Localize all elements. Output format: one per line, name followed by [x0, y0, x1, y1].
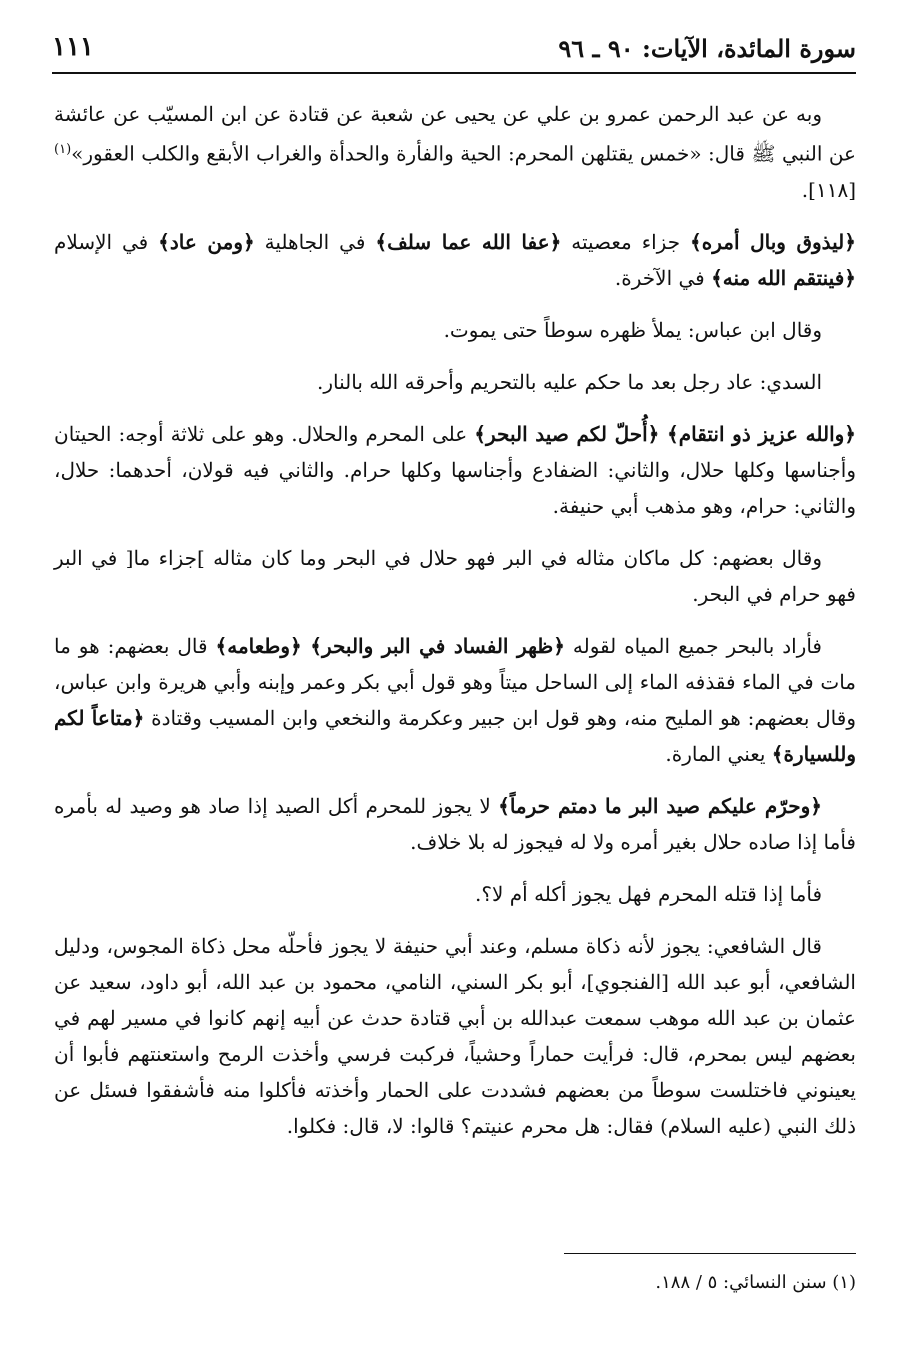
- verse-quote: ﴿فينتقم الله منه﴾: [711, 265, 856, 290]
- paragraph-shafii: قال الشافعي: يجوز لأنه ذكاة مسلم، وعند أبي حنيفة لا يجوز فأحلّه محل ذكاة المجوس، ودليل الشافعي، أبو عبد الله [الفنجوي]، أبو بكر السني، النامي، محمود بن عبد الله، أبو داود، سعيد عن عثمان بن عبد الله موهب سمعت عبدالله بن أبي قتادة حدث عن أبيه إنهم كانوا في مسير لهم في بعضهم ليس بمحرم، قال: فرأيت حماراً وحشياً، فركبت فرسي وأخذت الرمح واستعنتهم فأبوا أن يعينوني فاختلست سوطاً من بعضهم فشددت على الحمار وأخذته فأكلوا منه فأشفقوا فسئل عن ذلك النبي (عليه السلام) فقال: هل محرم عنيتم؟ قالوا: لا، قال: فكلوا.: [54, 933, 856, 1138]
- commentary-text: قال بعضهم: هو ما مات في الماء فقذفه الماء إلى الساحل ميتاً وهو قول أبي بكر وعمر وإبنه وأبي هريرة وابن عباس، وقال بعضهم: هو المليح منه، وهو قول ابن جبير وعكرمة والنخعي وابن المسيب وقتادة: [54, 633, 856, 730]
- verse-quote: ﴿وحرّم عليكم صيد البر ما دمتم حرماً﴾: [498, 793, 822, 818]
- paragraph-verse-commentary-2: [54, 416, 856, 524]
- footnote-divider: [564, 1253, 856, 1254]
- body-text: [54, 96, 856, 1160]
- verse-quote: ﴿ظهر الفساد في البر والبحر﴾: [310, 633, 565, 658]
- commentary-text: جزاء معصيته: [561, 229, 691, 254]
- verse-quote: ﴿والله عزيز ذو انتقام﴾: [667, 421, 857, 446]
- paragraph-verse-commentary-4: [54, 788, 856, 860]
- page-header: [52, 28, 856, 74]
- footnote-marker: (١): [832, 1272, 856, 1293]
- verse-quote: ﴿متاعاً لكم وللسيارة﴾: [54, 705, 856, 766]
- paragraph-suddi: السدي: عاد رجل بعد ما حكم عليه بالتحريم وأحرقه الله بالنار.: [316, 369, 822, 394]
- commentary-text: فأراد بالبحر جميع المياه لقوله: [564, 633, 822, 658]
- paragraph-ibn-abbas: وقال ابن عباس: يملأ ظهره سوطاً حتى يموت.: [443, 317, 822, 342]
- paragraph-hadith: [54, 96, 856, 208]
- hadith-text: وبه عن عبد الرحمن عمرو بن علي عن يحيى عن شعبة عن قتادة عن ابن المسيّب عن عائشة عن النبي ﷺ قال: «خمس يقتلهن المحرم: الحية والفأرة والحدأة والغراب الأبقع والكلب العقور»: [54, 102, 856, 166]
- commentary-text: في الآخرة.: [614, 265, 712, 290]
- verse-quote: ﴿ومن عاد﴾: [158, 229, 255, 254]
- footnote-text: سنن النسائي: ٥ / ١٨٨.: [655, 1272, 827, 1293]
- paragraph-question: فأما إذا قتله المحرم فهل يجوز أكله أم لا؟.: [475, 881, 822, 906]
- paragraph-verse-commentary-3: [54, 628, 856, 772]
- running-title: سورة المائدة، الآيات: ٩٠ ـ ٩٦: [558, 34, 856, 63]
- page-number: ١١١: [52, 32, 94, 62]
- commentary-text: لا يجوز للمحرم أكل الصيد إذا صاد هو وصيد له بأمره فأما إذا صاده حلال بغير أمره ولا له فيجوز له بلا خلاف.: [54, 793, 856, 854]
- commentary-text: يعني المارة.: [665, 741, 772, 766]
- paragraph-some-said: وقال بعضهم: كل ماكان مثاله في البر فهو حلال في البحر وما كان مثاله ]جزاء ما[ في البر فهو حرام في البحر.: [54, 545, 856, 606]
- verse-quote: ﴿ليذوق وبال أمره﴾: [690, 229, 856, 254]
- commentary-text: على المحرم والحلال. وهو على ثلاثة أوجه: الحيتان وأجناسها وكلها حلال، والثاني: الضفادع وأجناسها وكلها حرام. والثاني فيه قولان، أحدهما: حلال، والثاني: حرام، وهو مذهب أبي حنيفة.: [54, 421, 856, 518]
- commentary-text: في الجاهلية: [254, 229, 376, 254]
- footnote-reference: (١): [54, 142, 72, 157]
- footnote: [54, 1268, 856, 1298]
- paragraph-verse-commentary-1: [54, 224, 856, 296]
- verse-quote: ﴿عفا الله عما سلف﴾: [375, 229, 562, 254]
- verse-quote: ﴿أُحلّ لكم صيد البحر﴾: [474, 421, 668, 446]
- commentary-text: في الإسلام: [54, 229, 159, 254]
- verse-quote: ﴿وطعامه﴾: [215, 633, 311, 658]
- hadith-number: [١١٨].: [801, 177, 856, 202]
